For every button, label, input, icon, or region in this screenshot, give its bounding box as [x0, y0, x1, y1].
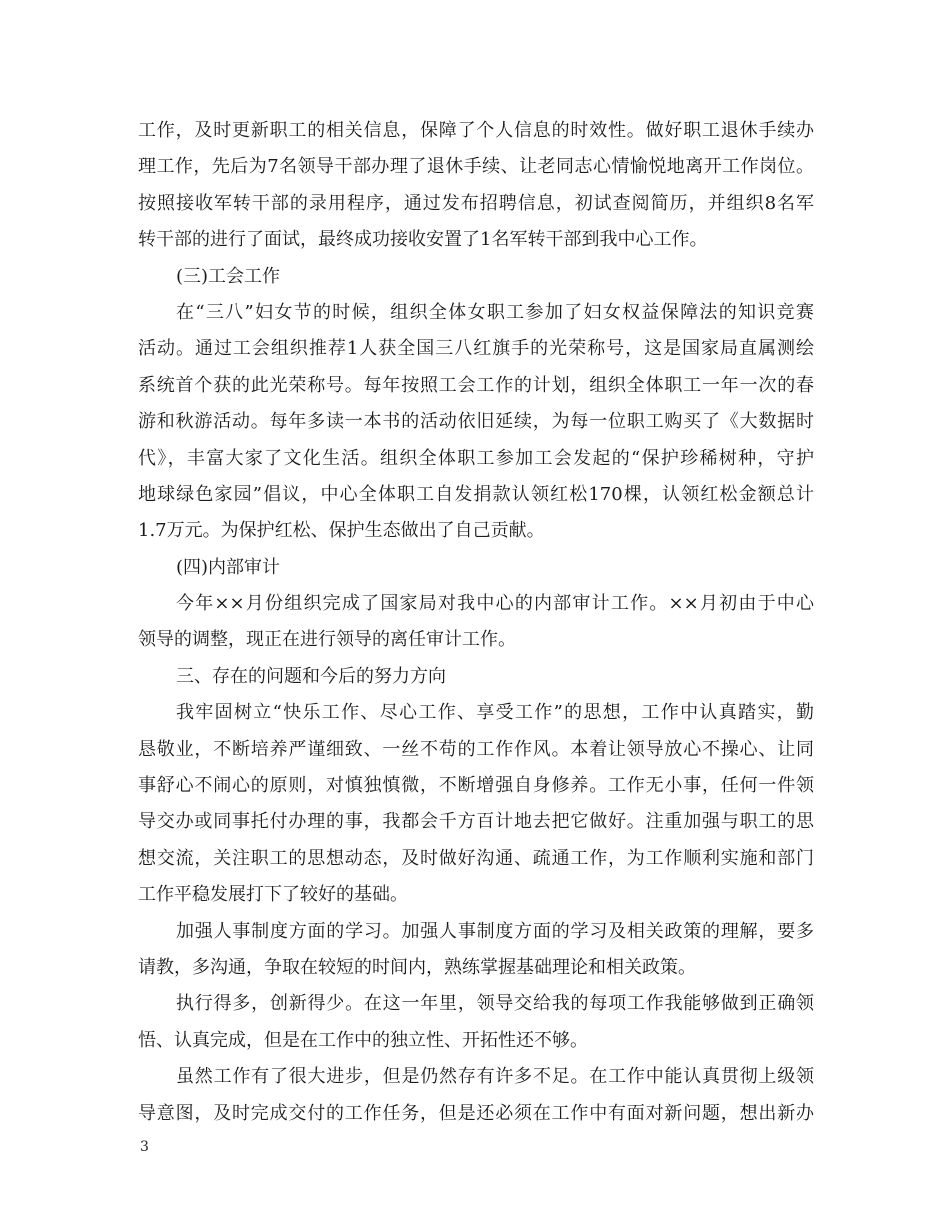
text-line: 虽然工作有了很大进步，但是仍然存有许多不足。在工作中能认真贯彻上级领	[176, 1066, 814, 1088]
text-line: 系统首个获的此光荣称号。每年按照工会工作的计划，组织全体职工一年一次的春	[138, 374, 814, 396]
text-line: 按照接收军转干部的录用程序，通过发布招聘信息，初试查阅简历，并组织8名军	[138, 192, 814, 214]
text-line: 工作，及时更新职工的相关信息，保障了个人信息的时效性。做好职工退休手续办	[138, 120, 814, 141]
text-line: 悟、认真完成，但是在工作中的独立性、开拓性还不够。	[138, 1029, 588, 1051]
text-line: 今年××月份组织完成了国家局对我中心的内部审计工作。××月初由于中心	[176, 593, 814, 615]
text-line: 游和秋游活动。每年多读一本书的活动依旧延续，为每一位职工购买了《大数据时	[138, 411, 814, 433]
text-line: 执行得多，创新得少。在这一年里，领导交给我的每项工作我能够做到正确领	[176, 993, 814, 1015]
text-line: 地球绿色家园”倡议，中心全体职工自发捐款认领红松170棵，认领红松金额总计	[138, 483, 814, 505]
text-line: 转干部的进行了面试，最终成功接收安置了1名军转干部到我中心工作。	[138, 229, 708, 251]
text-line: 加强人事制度方面的学习。加强人事制度方面的学习及相关政策的理解，要多	[176, 920, 814, 942]
text-line: (四)内部审计	[176, 556, 281, 578]
text-line: 领导的调整，现正在进行领导的离任审计工作。	[138, 629, 516, 651]
page-number: 3	[140, 1139, 149, 1155]
text-line: 理工作，先后为7名领导干部办理了退休手续、让老同志心情愉悦地离开工作岗位。	[138, 156, 814, 178]
text-line: 在“三八”妇女节的时候，组织全体女职工参加了妇女权益保障法的知识竞赛	[176, 301, 814, 323]
text-line: 1.7万元。为保护红松、保护生态做出了自己贡献。	[138, 520, 545, 542]
text-line: 导意图，及时完成交付的工作任务，但是还必须在工作中有面对新问题，想出新办	[138, 1102, 814, 1124]
document-body	[138, 113, 814, 1132]
text-line: 活动。通过工会组织推荐1人获全国三八红旗手的光荣称号，这是国家局直属测绘	[138, 338, 814, 360]
text-line: 想交流，关注职工的思想动态，及时做好沟通、疏通工作，为工作顺利实施和部门	[138, 847, 814, 869]
text-line: 代》，丰富大家了文化生活。组织全体职工参加工会发起的“保护珍稀树种，守护	[138, 447, 814, 469]
text-line: 导交办或同事托付办理的事，我都会千方百计地去把它做好。注重加强与职工的思	[138, 811, 814, 833]
text-line: 工作平稳发展打下了较好的基础。	[138, 884, 408, 906]
text-line: 恳敬业，不断培养严谨细致、一丝不苟的工作作风。本着让领导放心不操心、让同	[138, 738, 814, 760]
text-line: (三)工会工作	[176, 265, 281, 287]
text-line: 我牢固树立“快乐工作、尽心工作、享受工作”的思想，工作中认真踏实，勤	[176, 702, 814, 724]
text-line: 事舒心不闹心的原则，对慎独慎微，不断增强自身修养。工作无小事，任何一件领	[138, 775, 814, 797]
text-line: 请教，多沟通，争取在较短的时间内，熟练掌握基础理论和相关政策。	[138, 956, 696, 978]
text-line: 三、存在的问题和今后的努力方向	[176, 665, 446, 687]
